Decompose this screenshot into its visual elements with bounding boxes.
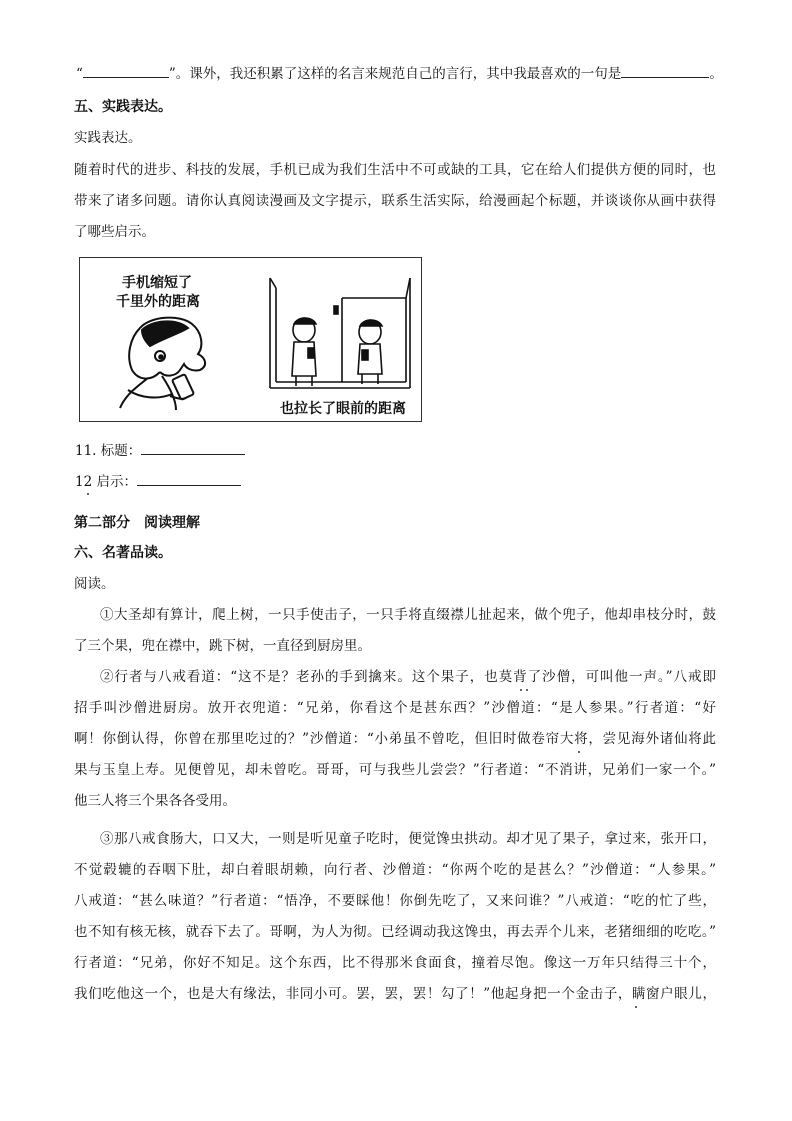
cartoon-image bbox=[79, 257, 422, 422]
emphasis-dot bbox=[578, 751, 580, 753]
passage-line: 招手叫沙僧进厨房。放开衣兜道：“兄弟，你看这个是甚东西？”沙僧道：“是人参果。”行者道：“好 bbox=[74, 700, 716, 716]
question-12 bbox=[75, 472, 241, 492]
elevator-person-1 bbox=[292, 318, 316, 386]
passage-line: 不觉毂辘的吞咽下肚，却白着眼胡赖，向行者、沙僧道：“你两个吃的是甚么？”沙僧道：“人参果。” bbox=[74, 862, 716, 878]
quote-open: “ bbox=[76, 66, 83, 82]
cartoon-caption-bottom: 也拉长了眼前的距离 bbox=[280, 401, 406, 417]
section6-heading: 六、名著品读。 bbox=[74, 545, 172, 561]
title-answer-field[interactable] bbox=[141, 441, 245, 455]
elevator-person-2 bbox=[358, 320, 382, 384]
cartoon-drawing bbox=[80, 258, 423, 423]
reading-sub: 阅读。 bbox=[74, 576, 115, 592]
passage-line: 果与玉皇上寿。见便曾见，却未曾吃。哥哥，可与我些儿尝尝？”行者道：“不消讲，兄弟们一家一个。” bbox=[74, 762, 716, 778]
prompt-line: 带来了诸多问题。请你认真阅读漫画及文字提示，联系生活实际，给漫画起个标题，并谈谈你从画中获得 bbox=[74, 193, 716, 209]
emphasis-dot bbox=[635, 1006, 637, 1008]
intro-text: ”。课外，我还积累了这样的名言来规范自己的言行，其中我最喜欢的一句是 bbox=[168, 66, 622, 82]
passage-line: ②行者与八戒看道：“这不是？老孙的手到擒来。这个果子，也莫背了沙僧，可叫他一声。”八戒即 bbox=[100, 669, 716, 685]
passage-line: 我们吃他这一个，也是大有缘法，非同小可。罢，罢，罢！勾了！”他起身把一个金击子，瞒窗户眼儿， bbox=[74, 986, 716, 1002]
emphasis-dot bbox=[520, 689, 522, 691]
prompt-line: 了哪些启示。 bbox=[74, 224, 155, 240]
section5-heading: 五、实践表达。 bbox=[74, 99, 172, 115]
emphasis-dot bbox=[526, 689, 528, 691]
passage-line: 了三个果，兜在襟中，跳下树，一直径到厨房里。 bbox=[74, 638, 371, 654]
passage-line: ①大圣却有算计，爬上树，一只手使击子，一只手将直缀襟儿扯起来，做个兜子，他却串枝分时，鼓 bbox=[100, 607, 716, 623]
q12-label: 12 启示： bbox=[75, 474, 137, 490]
blank-quote[interactable] bbox=[83, 64, 169, 78]
passage-line: 他三人将三个果各各受用。 bbox=[74, 793, 236, 809]
section5-sub: 实践表达。 bbox=[74, 130, 142, 146]
passage-line: ③那八戒食肠大，口又大，一则是听见童子吃时，便觉馋虫拱动。却才见了果子，拿过来，张开口， bbox=[100, 831, 716, 847]
q11-label: 11. 标题： bbox=[75, 443, 142, 459]
phone-user-figure bbox=[120, 318, 205, 410]
passage-line: 八戒道：“甚么味道？”行者道：“悟净，不要睬他！你倒先吃了，又来问谁？”八戒道：“吃的忙了些， bbox=[74, 893, 716, 909]
passage-line: 啊！你倒认得，你曾在那里吃过的？”沙僧道：“小弟虽不曾吃，但旧时做卷帘大将，尝见海外诸仙将此 bbox=[74, 731, 716, 747]
elevator-scene bbox=[270, 278, 410, 388]
stray-dot bbox=[87, 493, 89, 495]
passage-line: 也不知有核无核，就吞下去了。哥啊，为人为彻。已经调动我这馋虫，再去弄个儿来，老猪细细的吃吃。” bbox=[74, 924, 716, 940]
cartoon-caption-top-2: 千里外的距离 bbox=[116, 294, 200, 310]
intro-line bbox=[76, 64, 723, 84]
part2-heading: 第二部分 阅读理解 bbox=[74, 515, 200, 531]
prompt-line: 随着时代的进步、科技的发展，手机已成为我们生活中不可或缺的工具，它在给人们提供方便的同时，也 bbox=[74, 162, 716, 178]
cartoon-caption-top-1: 手机缩短了 bbox=[122, 275, 192, 291]
intro-end: 。 bbox=[709, 66, 723, 82]
blank-motto[interactable] bbox=[621, 64, 709, 78]
passage-line: 行者道：“兄弟，你好不知足。这个东西，比不得那米食面食，撞着尽饱。像这一万年只结得三十个， bbox=[74, 955, 716, 971]
question-11 bbox=[75, 441, 245, 461]
insight-answer-field[interactable] bbox=[137, 472, 241, 486]
